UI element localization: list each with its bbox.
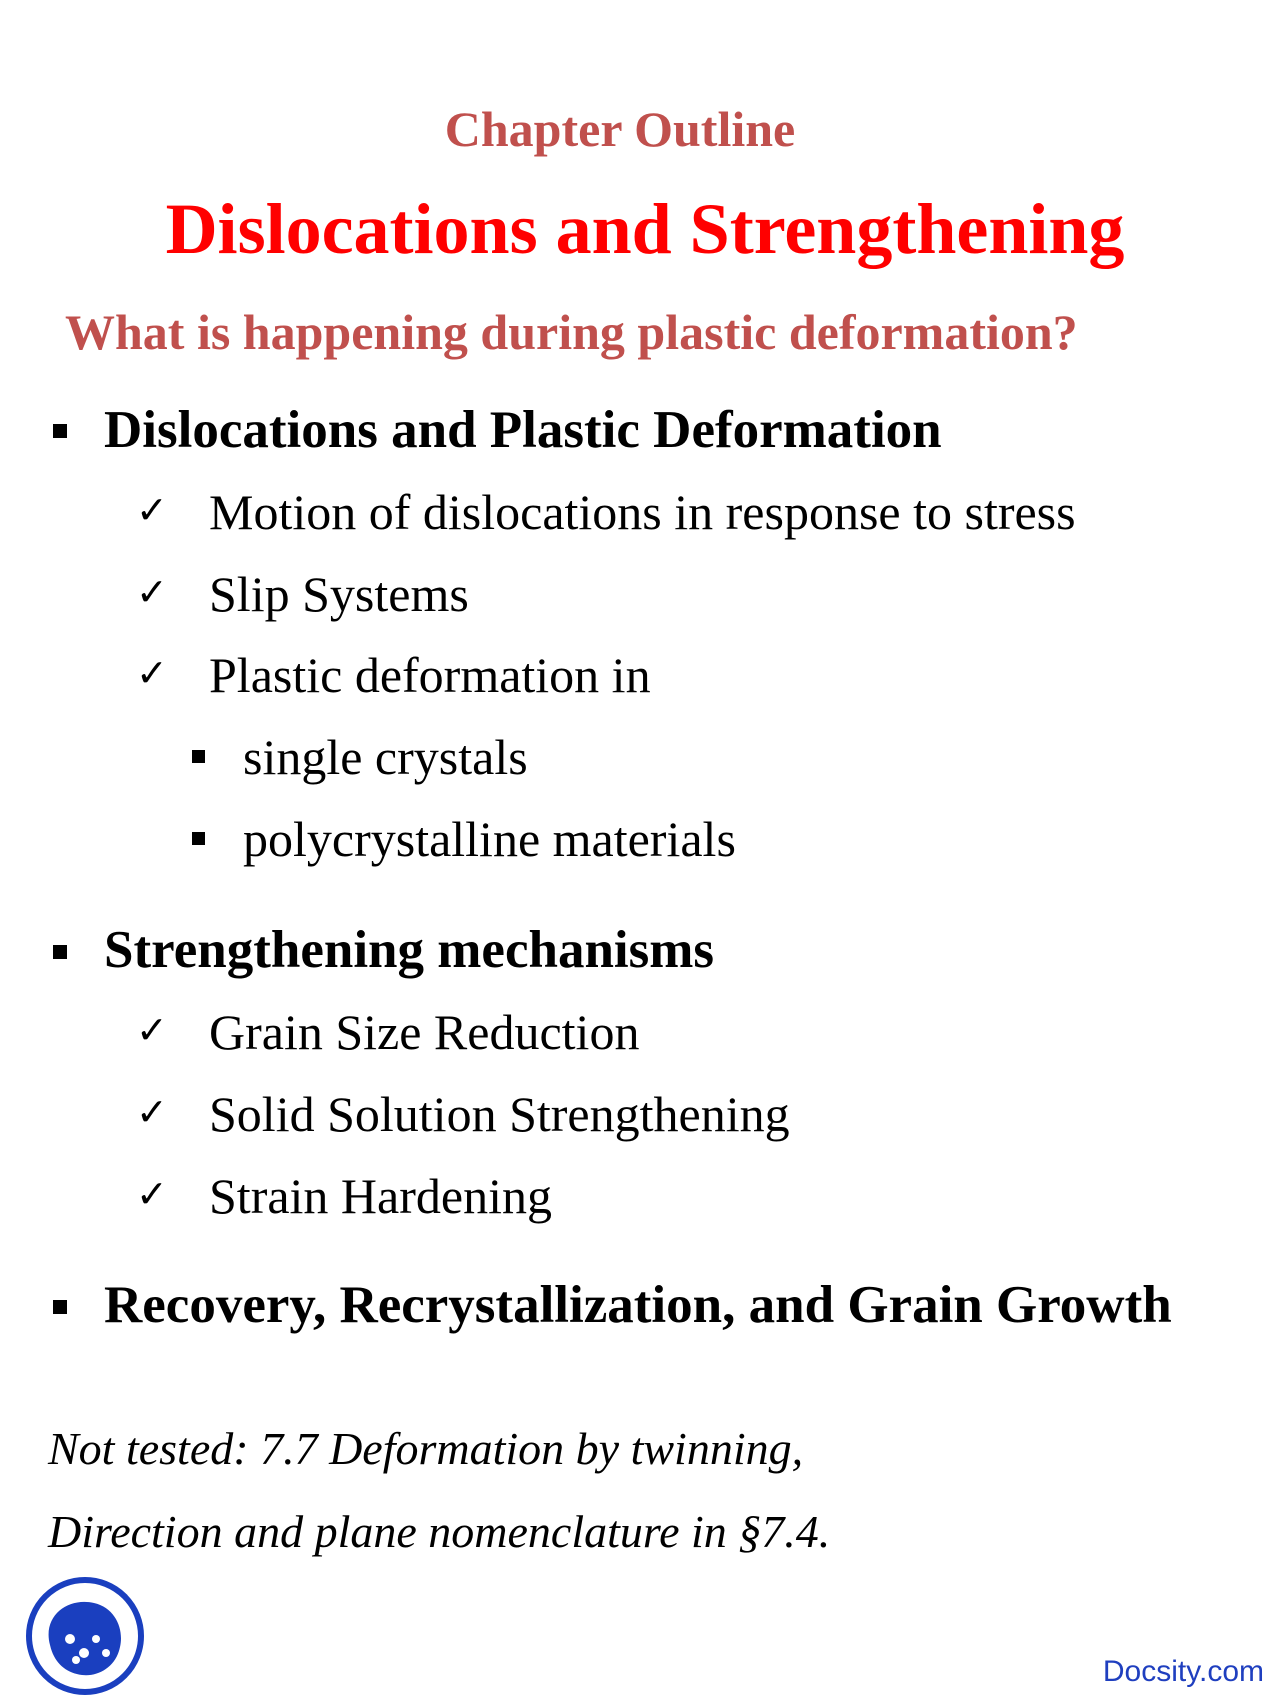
checkmark-icon: ✓: [136, 1172, 168, 1216]
chapter-subtitle: What is happening during plastic deformation?: [65, 304, 1078, 360]
square-bullet-icon: [53, 424, 67, 438]
chapter-outline-label: Chapter Outline: [444, 101, 796, 157]
note-line: Direction and plane nomenclature in §7.4.: [48, 1506, 831, 1557]
list-item: Plastic deformation in: [209, 647, 651, 703]
section-heading: Recovery, Recrystallization, and Grain Growth: [104, 1276, 1172, 1334]
checkmark-icon: ✓: [136, 488, 168, 532]
list-item: Strain Hardening: [209, 1168, 552, 1224]
sub-list-item: single crystals: [243, 729, 528, 785]
sub-list-item: polycrystalline materials: [243, 811, 736, 867]
list-item: Motion of dislocations in response to stress: [209, 484, 1076, 540]
note-line: Not tested: 7.7 Deformation by twinning,: [48, 1423, 804, 1474]
checkmark-icon: ✓: [136, 651, 168, 695]
checkmark-icon: ✓: [136, 570, 168, 614]
section-heading: Dislocations and Plastic Deformation: [104, 401, 942, 459]
checkmark-icon: ✓: [136, 1090, 168, 1134]
square-bullet-icon: [192, 832, 205, 845]
list-item: Slip Systems: [209, 566, 469, 622]
docsity-logo-icon: [24, 1575, 146, 1697]
square-bullet-icon: [192, 750, 205, 763]
square-bullet-icon: [53, 1300, 67, 1314]
section-heading: Strengthening mechanisms: [104, 921, 715, 979]
list-item: Solid Solution Strengthening: [209, 1086, 790, 1142]
chapter-title: Dislocations and Strengthening: [165, 189, 1125, 269]
checkmark-icon: ✓: [136, 1008, 168, 1052]
square-bullet-icon: [53, 945, 67, 959]
docsity-brand-link[interactable]: Docsity.com: [1102, 1655, 1264, 1688]
list-item: Grain Size Reduction: [209, 1004, 640, 1060]
